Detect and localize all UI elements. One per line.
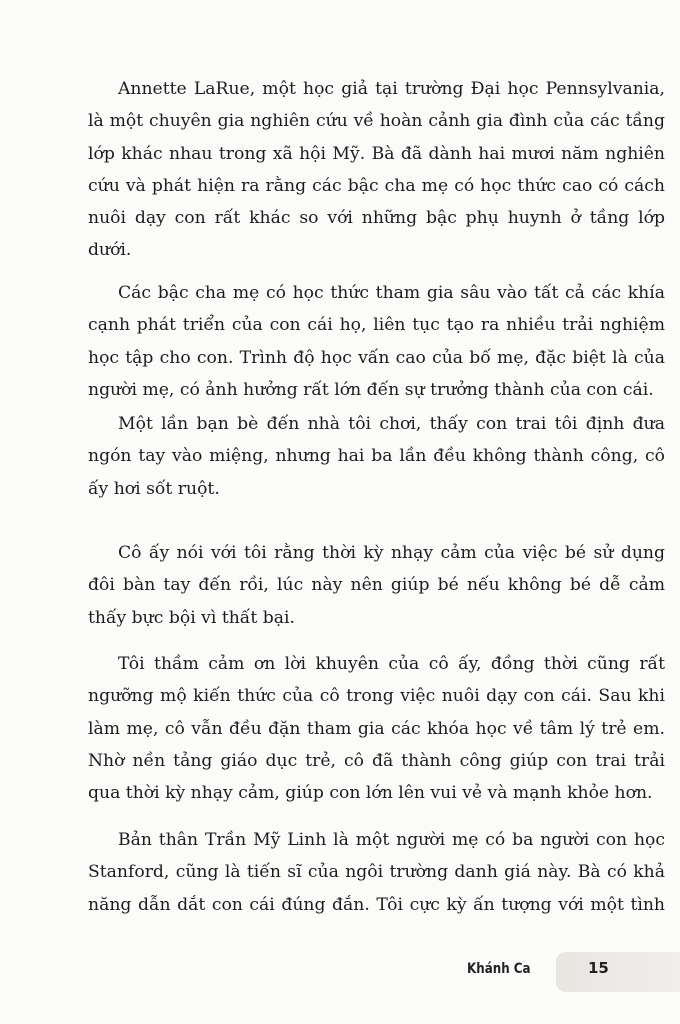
paragraph	[88, 73, 665, 267]
text-line: dưới.	[88, 240, 132, 261]
text-line: là một chuyên gia nghiên cứu về hoàn cảnh gia đình của các tầng	[88, 111, 665, 132]
text-line: ấy hơi sốt ruột.	[88, 478, 220, 499]
page-number-tab	[556, 952, 680, 992]
text-line: học tập cho con. Trình độ học vấn cao của bố mẹ, đặc biệt là của	[88, 347, 665, 368]
text-line: năng dẫn dắt con cái đúng đắn. Tôi cực kỳ ấn tượng với một tình	[88, 894, 665, 915]
text-line: Stanford, cũng là tiến sĩ của ngôi trường danh giá này. Bà có khả	[88, 862, 665, 883]
page-number: 15	[588, 959, 609, 977]
text-line: người mẹ, có ảnh hưởng rất lớn đến sự trưởng thành của con cái.	[88, 379, 654, 400]
text-line: Cô ấy nói với tôi rằng thời kỳ nhạy cảm của việc bé sử dụng	[118, 543, 665, 563]
text-line: qua thời kỳ nhạy cảm, giúp con lớn lên vui vẻ và mạnh khỏe hơn.	[88, 783, 653, 804]
text-line: Bản thân Trần Mỹ Linh là một người mẹ có ba người con học	[118, 830, 665, 850]
paragraph	[88, 537, 665, 634]
text-line: đôi bàn tay đến rồi, lúc này nên giúp bé nếu không bé dễ cảm	[88, 575, 665, 596]
paragraph	[88, 648, 665, 809]
text-line: cứu và phát hiện ra rằng các bậc cha mẹ có học thức cao có cách	[88, 175, 665, 196]
text-line: làm mẹ, cô vẫn đều đặn tham gia các khóa học về tâm lý trẻ em.	[88, 718, 665, 739]
paragraph	[88, 408, 665, 505]
footer-author: Khánh Ca	[467, 961, 531, 977]
text-line: Các bậc cha mẹ có học thức tham gia sâu vào tất cả các khía	[118, 283, 665, 303]
text-line: Một lần bạn bè đến nhà tôi chơi, thấy con trai tôi định đưa	[118, 414, 665, 434]
text-line: Annette LaRue, một học giả tại trường Đại học Pennsylvania,	[118, 79, 665, 99]
text-line: Nhờ nền tảng giáo dục trẻ, cô đã thành công giúp con trai trải	[88, 750, 665, 771]
text-line: ngưỡng mộ kiến thức của cô trong việc nuôi dạy con cái. Sau khi	[88, 686, 665, 707]
text-line: thấy bực bội vì thất bại.	[88, 607, 295, 628]
text-line: lớp khác nhau trong xã hội Mỹ. Bà đã dành hai mươi năm nghiên	[88, 143, 665, 164]
text-line: cạnh phát triển của con cái họ, liên tục tạo ra nhiều trải nghiệm	[88, 315, 665, 336]
text-line: nuôi dạy con rất khác so với những bậc phụ huynh ở tầng lớp	[88, 208, 665, 229]
text-line: Tôi thầm cảm ơn lời khuyên của cô ấy, đồng thời cũng rất	[118, 654, 665, 674]
paragraph	[88, 824, 665, 921]
text-line: ngón tay vào miệng, nhưng hai ba lần đều không thành công, cô	[88, 446, 665, 467]
paragraph	[88, 277, 665, 406]
